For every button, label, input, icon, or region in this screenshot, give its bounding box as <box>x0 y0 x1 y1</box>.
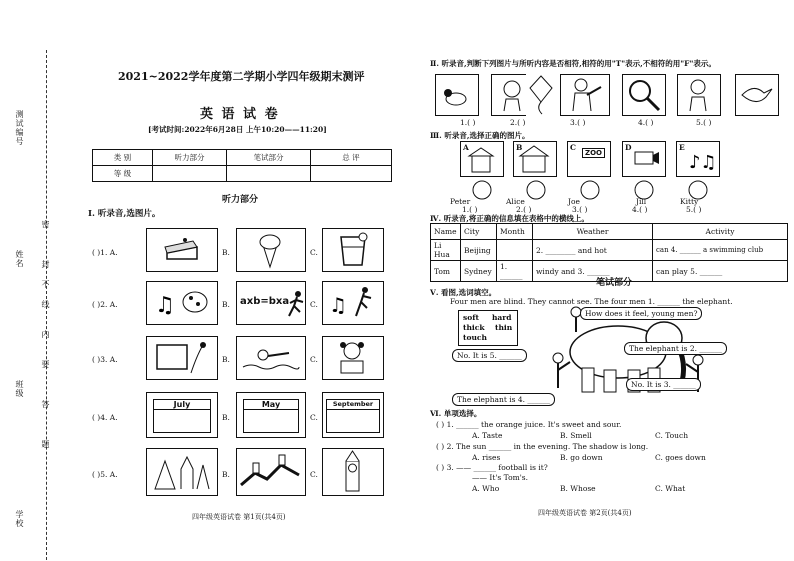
svg-text:♪♫: ♪♫ <box>689 152 717 173</box>
margin-label-class: 班级 <box>15 380 24 398</box>
q4-header-cell: Weather <box>533 224 653 240</box>
zoo-sign: ZOO <box>582 148 605 158</box>
q6-option[interactable]: B. Whose <box>560 484 596 493</box>
speech-bubble[interactable]: The elephant is 2. ______ <box>624 342 727 355</box>
q3-answer[interactable]: 4.( ) <box>632 205 648 214</box>
q4-header-cell: Name <box>431 224 461 240</box>
calendar-month: July <box>154 400 210 410</box>
q6-option[interactable]: B. Smell <box>560 431 592 440</box>
word-bank <box>458 310 518 346</box>
q4-cell[interactable]: 1. ______ <box>497 261 533 282</box>
q6-stem-reply: —— It's Tom's. <box>472 473 528 482</box>
score-table <box>92 149 392 182</box>
q1-label-c: C. <box>310 413 318 422</box>
big-ben-icon <box>323 449 382 494</box>
q2-picture <box>677 74 721 116</box>
q1-option-a[interactable] <box>146 228 218 272</box>
q3-answer[interactable]: 1.( ) <box>462 205 478 214</box>
q1-title: Ⅰ. 听录音,选图片。 <box>88 209 161 219</box>
runner-icon <box>287 290 305 318</box>
music-palette-icon <box>147 282 216 323</box>
q3-letter: A <box>463 143 469 152</box>
margin-label-test-number: 测试编号 <box>15 110 24 146</box>
q2-picture <box>560 74 610 116</box>
q4-cell: Sydney <box>461 261 497 282</box>
score-cell: 听力部分 <box>153 150 227 166</box>
q2-answer[interactable]: 5.( ) <box>696 118 712 127</box>
q4-table <box>430 223 788 282</box>
seal-char: 不 <box>41 280 50 289</box>
score-cell: 笔试部分 <box>227 150 311 166</box>
q3-name: Peter <box>450 197 471 206</box>
q1-number: ( )2. A. <box>92 300 118 309</box>
speech-bubble: How does it feel, young men? <box>580 307 702 320</box>
q1-option-c[interactable] <box>322 392 384 438</box>
music-sport-icon <box>323 282 382 323</box>
q2-answer[interactable]: 4.( ) <box>638 118 654 127</box>
magnifier-icon <box>623 75 664 114</box>
q1-label-b: B. <box>222 248 230 257</box>
q3-name: Jill <box>636 197 647 206</box>
tv-scene-icon <box>147 337 216 378</box>
q4-cell: Beijing <box>461 240 497 261</box>
q1-option-b[interactable] <box>236 281 306 325</box>
q6-stem: ( ) 1. ______ the orange juice. It's sweet and sour. <box>436 420 622 429</box>
section-written: 笔试部分 <box>596 278 633 288</box>
q4-cell: Li Hua <box>431 240 461 261</box>
q1-label-b: B. <box>222 300 230 309</box>
calendar-month: September <box>327 400 379 410</box>
speech-bubble[interactable]: No. It is 5. ______ <box>452 349 527 362</box>
margin-label-school: 学校 <box>15 510 24 528</box>
section-listening: 听力部分 <box>222 195 259 205</box>
q4-cell <box>497 240 533 261</box>
q6-option[interactable]: A. Who <box>472 484 500 493</box>
seal-char: 答 <box>41 400 50 409</box>
q3-answer[interactable]: 5.( ) <box>686 205 702 214</box>
dog-icon <box>436 75 477 114</box>
q1-option-c[interactable] <box>322 281 384 325</box>
q6-title: Ⅵ. 单项选择。 <box>430 409 482 418</box>
q3-letter: E <box>679 143 685 152</box>
q1-option-b[interactable] <box>236 228 306 272</box>
q6-stem: ( ) 2. The sun ______ in the evening. The shadow is long. <box>436 442 649 451</box>
q2-picture <box>435 74 479 116</box>
q1-option-b[interactable] <box>236 336 306 380</box>
exam-info: [考试时间:2022年6月28日 上午10:20——11:20] <box>148 125 327 134</box>
seal-char: 要 <box>41 360 50 369</box>
seal-char: 题 <box>41 440 50 449</box>
q3-letter: C <box>570 143 576 152</box>
word-bank-word: soft <box>463 313 479 322</box>
q3-letter: D <box>625 143 632 152</box>
score-cell: 类 别 <box>93 150 153 166</box>
great-wall-icon <box>237 449 304 494</box>
q1-number: ( )4. A. <box>92 413 118 422</box>
q3-option-a[interactable] <box>460 141 504 177</box>
q1-option-c[interactable] <box>322 228 384 272</box>
q3-name: Alice <box>506 197 525 206</box>
q6-option[interactable]: A. Taste <box>472 431 503 440</box>
q1-option-a[interactable] <box>146 392 218 438</box>
word-bank-word: hard <box>491 313 512 322</box>
q1-option-c[interactable] <box>322 336 384 380</box>
q3-option-e[interactable] <box>676 141 720 177</box>
q6-option[interactable]: A. rises <box>472 453 501 462</box>
word-bank-word: thin <box>494 323 513 332</box>
q4-title: Ⅳ. 听录音,将正确的信息填在表格中的横线上。 <box>430 214 589 223</box>
page-right <box>400 0 794 561</box>
q2-title: Ⅱ. 听录音,判断下列图片与所听内容是否相符,相符的用"T"表示,不相符的用"F"表示。 <box>430 59 716 68</box>
q1-label-b: B. <box>222 355 230 364</box>
bird-icon <box>736 75 777 114</box>
q3-answer[interactable]: 3.( ) <box>572 205 588 214</box>
cake-icon <box>147 229 216 270</box>
margin-label-name: 姓名 <box>15 250 24 268</box>
q4-cell[interactable]: can play 5. ______ <box>653 261 788 282</box>
score-cell[interactable] <box>153 166 227 182</box>
q1-option-a[interactable] <box>146 336 218 380</box>
q1-label-c: C. <box>310 248 318 257</box>
svg-text:♫: ♫ <box>155 293 175 318</box>
calendar-month: May <box>244 400 298 410</box>
child-icon <box>678 75 719 114</box>
score-cell[interactable] <box>227 166 311 182</box>
q6-stem: ( ) 3. —— ______ football is it? <box>436 463 548 472</box>
landmarks-icon <box>147 449 216 494</box>
q1-option-a[interactable] <box>146 281 218 325</box>
q6-option[interactable]: B. go down <box>560 453 603 462</box>
svg-text:♫: ♫ <box>329 293 347 317</box>
word-bank-word: thick <box>463 323 485 332</box>
q1-number: ( )5. A. <box>92 470 118 479</box>
q1-option-b[interactable] <box>236 448 306 496</box>
q1-option-a[interactable] <box>146 448 218 496</box>
q1-number: ( )3. A. <box>92 355 118 364</box>
score-cell: 总 评 <box>311 150 392 166</box>
speech-bubble[interactable]: No. It is 3. ______ <box>626 378 701 391</box>
q2-answer[interactable]: 2.( ) <box>510 118 526 127</box>
q4-cell[interactable]: windy and 3. ______ <box>533 261 653 282</box>
q4-cell[interactable]: 2. ________ and hot <box>533 240 653 261</box>
q3-option-c[interactable] <box>567 141 611 177</box>
seal-char: 内 <box>41 330 50 339</box>
q1-option-c[interactable] <box>322 448 384 496</box>
binding-margin <box>6 20 50 550</box>
q5-sentence: Four men are blind. They cannot see. The four men 1. ______ the elephant. <box>450 297 733 306</box>
q5-title: Ⅴ. 看图,选词填空。 <box>430 288 497 297</box>
kite-icon <box>526 74 556 116</box>
girl-reading-icon <box>323 337 382 378</box>
q3-title: Ⅲ. 听录音,选择正确的图片。 <box>430 131 530 140</box>
q3-option-b[interactable] <box>513 141 557 177</box>
q3-option-d[interactable] <box>622 141 666 177</box>
right-footer: 四年级英语试卷 第2页(共4页) <box>538 509 632 517</box>
left-footer: 四年级英语试卷 第1页(共4页) <box>192 513 286 521</box>
q3-letter: B <box>516 143 523 152</box>
speech-bubble[interactable]: The elephant is 4. ______ <box>452 393 555 406</box>
q6-option[interactable]: C. goes down <box>655 453 706 462</box>
q4-cell: Tom <box>431 261 461 282</box>
q4-header-cell: City <box>461 224 497 240</box>
q1-option-b[interactable] <box>236 392 306 438</box>
q1-label-b: B. <box>222 470 230 479</box>
q2-picture <box>622 74 666 116</box>
q4-header-cell: Month <box>497 224 533 240</box>
math-formula: axb=bxa <box>240 296 290 307</box>
q2-answer[interactable]: 3.( ) <box>570 118 586 127</box>
q3-name: Kitty <box>680 197 699 206</box>
q4-cell[interactable]: can 4. ______ a swimming club <box>653 240 788 261</box>
q3-answer[interactable]: 2.( ) <box>516 205 532 214</box>
seal-char: 线 <box>41 300 50 309</box>
seal-char: 密 <box>41 220 50 229</box>
q4-header-cell: Activity <box>653 224 788 240</box>
word-bank-word: touch <box>463 333 487 342</box>
violin-player-icon <box>561 75 608 114</box>
swimmer-icon <box>237 337 304 378</box>
q1-label-c: C. <box>310 355 318 364</box>
q1-number: ( )1. A. <box>92 248 118 257</box>
q6-option[interactable]: C. Touch <box>655 431 689 440</box>
q1-label-b: B. <box>222 413 230 422</box>
exam-header-title: 2021~2022学年度第二学期小学四年级期末测评 <box>118 70 365 83</box>
ice-cream-icon <box>237 229 304 270</box>
q2-answer[interactable]: 1.( ) <box>460 118 476 127</box>
subject-title: 英 语 试 卷 <box>200 107 280 122</box>
q2-picture <box>526 74 556 116</box>
score-cell: 等 级 <box>93 166 153 182</box>
q1-label-c: C. <box>310 470 318 479</box>
q3-name: Joe <box>568 197 580 206</box>
juice-glass-icon <box>323 229 382 270</box>
score-cell[interactable] <box>311 166 392 182</box>
q6-option[interactable]: C. What <box>655 484 686 493</box>
q2-picture <box>735 74 779 116</box>
q1-label-c: C. <box>310 300 318 309</box>
seal-char: 封 <box>41 260 50 269</box>
